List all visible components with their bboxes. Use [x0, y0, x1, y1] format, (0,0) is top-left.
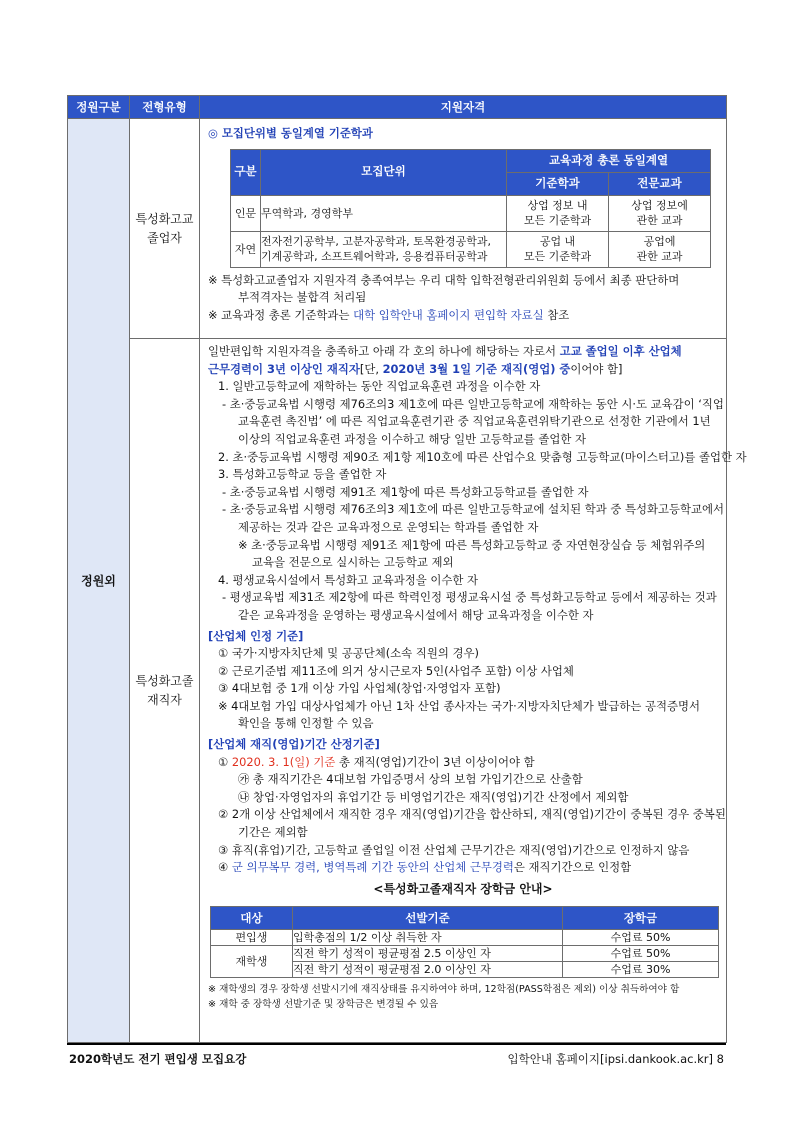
table-cell: 수업료 50%	[563, 946, 719, 962]
list-item: 3. 특성화고등학교 등을 졸업한 자	[218, 467, 387, 482]
employment-period-list	[208, 771, 726, 859]
list-item: ② 2개 이상 산업체에서 재직한 경우 재직(영업)기간을 합산하되, 재직(영업)기간이 중복된 경우 중복된	[218, 807, 726, 822]
list-item: 교육을 전문으로 실시하는 고등학교 제외	[252, 555, 454, 570]
intro-text: 일반편입학 지원자격을 충족하고 아래 각 호의 하나에 해당하는 자로서 고교 졸업일 이후 산업체	[208, 344, 682, 358]
footer-page-info: 입학안내 홈페이지[ipsi.dankook.ac.kr] 8	[507, 1052, 724, 1066]
list-item: 기간은 제외함	[238, 825, 308, 840]
footer-title: 2020학년도 전기 편입생 모집요강	[69, 1052, 247, 1066]
footnote: ※ 재학생의 경우 장학생 선발시기에 재직상태를 유지하여야 하며, 12학점(PASS학점은 제외) 이상 취득하여야 함	[208, 984, 680, 996]
type-vocational-employee: 특성화고졸 재직자	[130, 339, 200, 1043]
th-criteria: 선발기준	[293, 907, 563, 930]
table-cell: 인문	[231, 195, 261, 231]
list-item: ※ 초·중등교육법 시행령 제91조 제1항에 따른 특성화고등학교 중 자연현장실습 등 체험위주의	[238, 537, 706, 552]
list-item: ① 2020. 3. 1(일) 기준 총 재직(영업)기간이 3년 이상이어야 함	[218, 754, 535, 769]
same-track-table	[230, 149, 711, 268]
list-item: ※ 4대보험 가입 대상사업체가 아닌 1차 산업 종사자는 국가·지방자치단체가 발급하는 공적증명서	[218, 698, 700, 713]
table-cell: 직전 학기 성적이 평균평점 2.5 이상인 자	[293, 946, 563, 962]
table-cell: 재학생	[211, 946, 293, 978]
list-item: 2. 초·중등교육법 시행령 제90조 제1항 제10호에 따른 산업수요 맞춤형 고등학교(마이스터고)를 졸업한 자	[218, 449, 747, 464]
list-item: - 초·중등교육법 시행령 제91조 제1항에 따른 특성화고등학교를 졸업한 자	[222, 484, 589, 499]
th-standard-dept: 기준학과	[507, 172, 609, 195]
qualification-vocational-graduate	[200, 119, 727, 339]
list-item: ③ 휴직(휴업)기간, 고등학교 졸업일 이전 산업체 근무기간은 재직(영업)기간으로 인정하지 않음	[218, 842, 690, 857]
list-item: 확인을 통해 인정할 수 있음	[238, 716, 374, 731]
list-item: ㉮ 총 재직기간은 4대보험 가입증명서 상의 보험 가입기간으로 산출함	[238, 772, 583, 787]
table-cell: 수업료 50%	[563, 930, 719, 946]
th-gubun: 구분	[231, 149, 261, 195]
note-text: ※ 특성화고교졸업자 지원자격 충족여부는 우리 대학 입학전형관리위원회 등에서 최종 판단하며	[208, 272, 680, 287]
table-cell: 상업 정보에 관한 교과	[609, 195, 711, 231]
list-item: 제공하는 것과 같은 교육과정으로 운영되는 학과를 졸업한 자	[238, 519, 539, 534]
header-qualification: 지원자격	[200, 96, 727, 119]
table-cell: 무역학과, 경영학부	[261, 195, 507, 231]
resource-link[interactable]: 대학 입학안내 홈페이지 편입학 자료실	[353, 307, 544, 322]
header-quota-category: 정원구분	[68, 96, 130, 119]
list-item: 4. 평생교육시설에서 특성화고 교육과정을 이수한 자	[218, 572, 479, 587]
table-cell: 입학총점의 1/2 이상 취득한 자	[293, 930, 563, 946]
page-footer	[67, 1043, 726, 1073]
table-cell: 직전 학기 성적이 평균평점 2.0 이상인 자	[293, 962, 563, 978]
intro-text: 근무경력이 3년 이상인 재직자[단, 2020년 3월 1일 기준 재직(영업) 중이어야 함]	[208, 361, 623, 376]
admission-qualification-table	[67, 95, 747, 1043]
th-specialized-subject: 전문교과	[609, 172, 711, 195]
list-item: ③ 4대보험 중 1개 이상 가입 사업체(창업·자영업자 포함)	[218, 681, 501, 696]
scholarship-title: <특성화고졸재직자 장학금 안내>	[373, 881, 553, 896]
th-unit: 모집단위	[261, 149, 507, 195]
section-title-employment-period: [산업체 재직(영업)기간 산정기준]	[208, 737, 380, 752]
th-curriculum-group: 교육과정 총론 동일계열	[507, 149, 711, 172]
th-amount: 장학금	[563, 907, 719, 930]
table-cell: 수업료 30%	[563, 962, 719, 978]
list-item: - 초·중등교육법 시행령 제76조의3 제1호에 따른 일반고등학교에 재학하는 동안 시·도 교육감이 ‘직업	[222, 396, 724, 411]
note-text: ※ 교육과정 총론 기준학과는 대학 입학안내 홈페이지 편입학 자료실 참조	[208, 307, 570, 322]
list-item: ㉯ 창업·자영업자의 휴업기간 등 비영업기간은 재직(영업)기간 산정에서 제외함	[238, 789, 629, 804]
note-text: 부적격자는 불합격 처리됨	[238, 290, 367, 305]
table-cell: 상업 정보 내 모든 기준학과	[507, 195, 609, 231]
quota-group-label: 정원외	[68, 119, 130, 1043]
list-item: - 초·중등교육법 시행령 제76조의3 제1호에 따른 일반고등학교에 설치된 학과 중 특성화고등학교에서	[222, 502, 725, 517]
list-item: 교육훈련 촉진법’ 에 따른 직업교육훈련기관 중 직업교육훈련위탁기관으로 선정한 기관에서 1년	[238, 414, 711, 429]
list-item: - 평생교육법 제31조 제2항에 따른 학력인정 평생교육시설 중 특성화고등학교 등에서 제공하는 것과	[222, 590, 717, 605]
table-cell: 전자전기공학부, 고분자공학과, 토목환경공학과, 기계공학과, 소프트웨어학과, 응용컴퓨터공학과	[261, 231, 507, 267]
table-cell: 자연	[231, 231, 261, 267]
industry-criteria-list	[208, 645, 718, 733]
type-vocational-graduate: 특성화고교 졸업자	[130, 119, 200, 339]
list-item: 이상의 직업교육훈련 과정을 이수하고 해당 일반 고등학교를 졸업한 자	[238, 431, 587, 446]
list-item: ① 국가·지방자치단체 및 공공단체(소속 직원의 경우)	[218, 646, 479, 661]
scholarship-table	[210, 906, 719, 978]
eligibility-list	[208, 378, 747, 624]
list-item: 같은 교육과정을 운영하는 평생교육시설에서 해당 교육과정을 이수한 자	[238, 607, 594, 622]
section-title-industry-criteria: [산업체 인정 기준]	[208, 628, 304, 643]
list-item: ② 근로기준법 제11조에 의거 상시근로자 5인(사업주 포함) 이상 사업체	[218, 663, 574, 678]
list-item: ④ 군 의무복무 경력, 병역특례 기간 동안의 산업체 근무경력은 재직기간으로 인정함	[218, 860, 632, 875]
footnote: ※ 재학 중 장학생 선발기준 및 장학금은 변경될 수 있음	[208, 999, 439, 1011]
th-target: 대상	[211, 907, 293, 930]
header-admission-type: 전형유형	[130, 96, 200, 119]
qualification-vocational-employee	[200, 339, 747, 1043]
table-cell: 편입생	[211, 930, 293, 946]
section-heading-same-track: ◎ 모집단위별 동일계열 기준학과	[208, 126, 373, 140]
table-cell: 공업에 관한 교과	[609, 231, 711, 267]
list-item: 1. 일반고등학교에 재학하는 동안 직업교육훈련 과정을 이수한 자	[218, 379, 541, 394]
table-cell: 공업 내 모든 기준학과	[507, 231, 609, 267]
